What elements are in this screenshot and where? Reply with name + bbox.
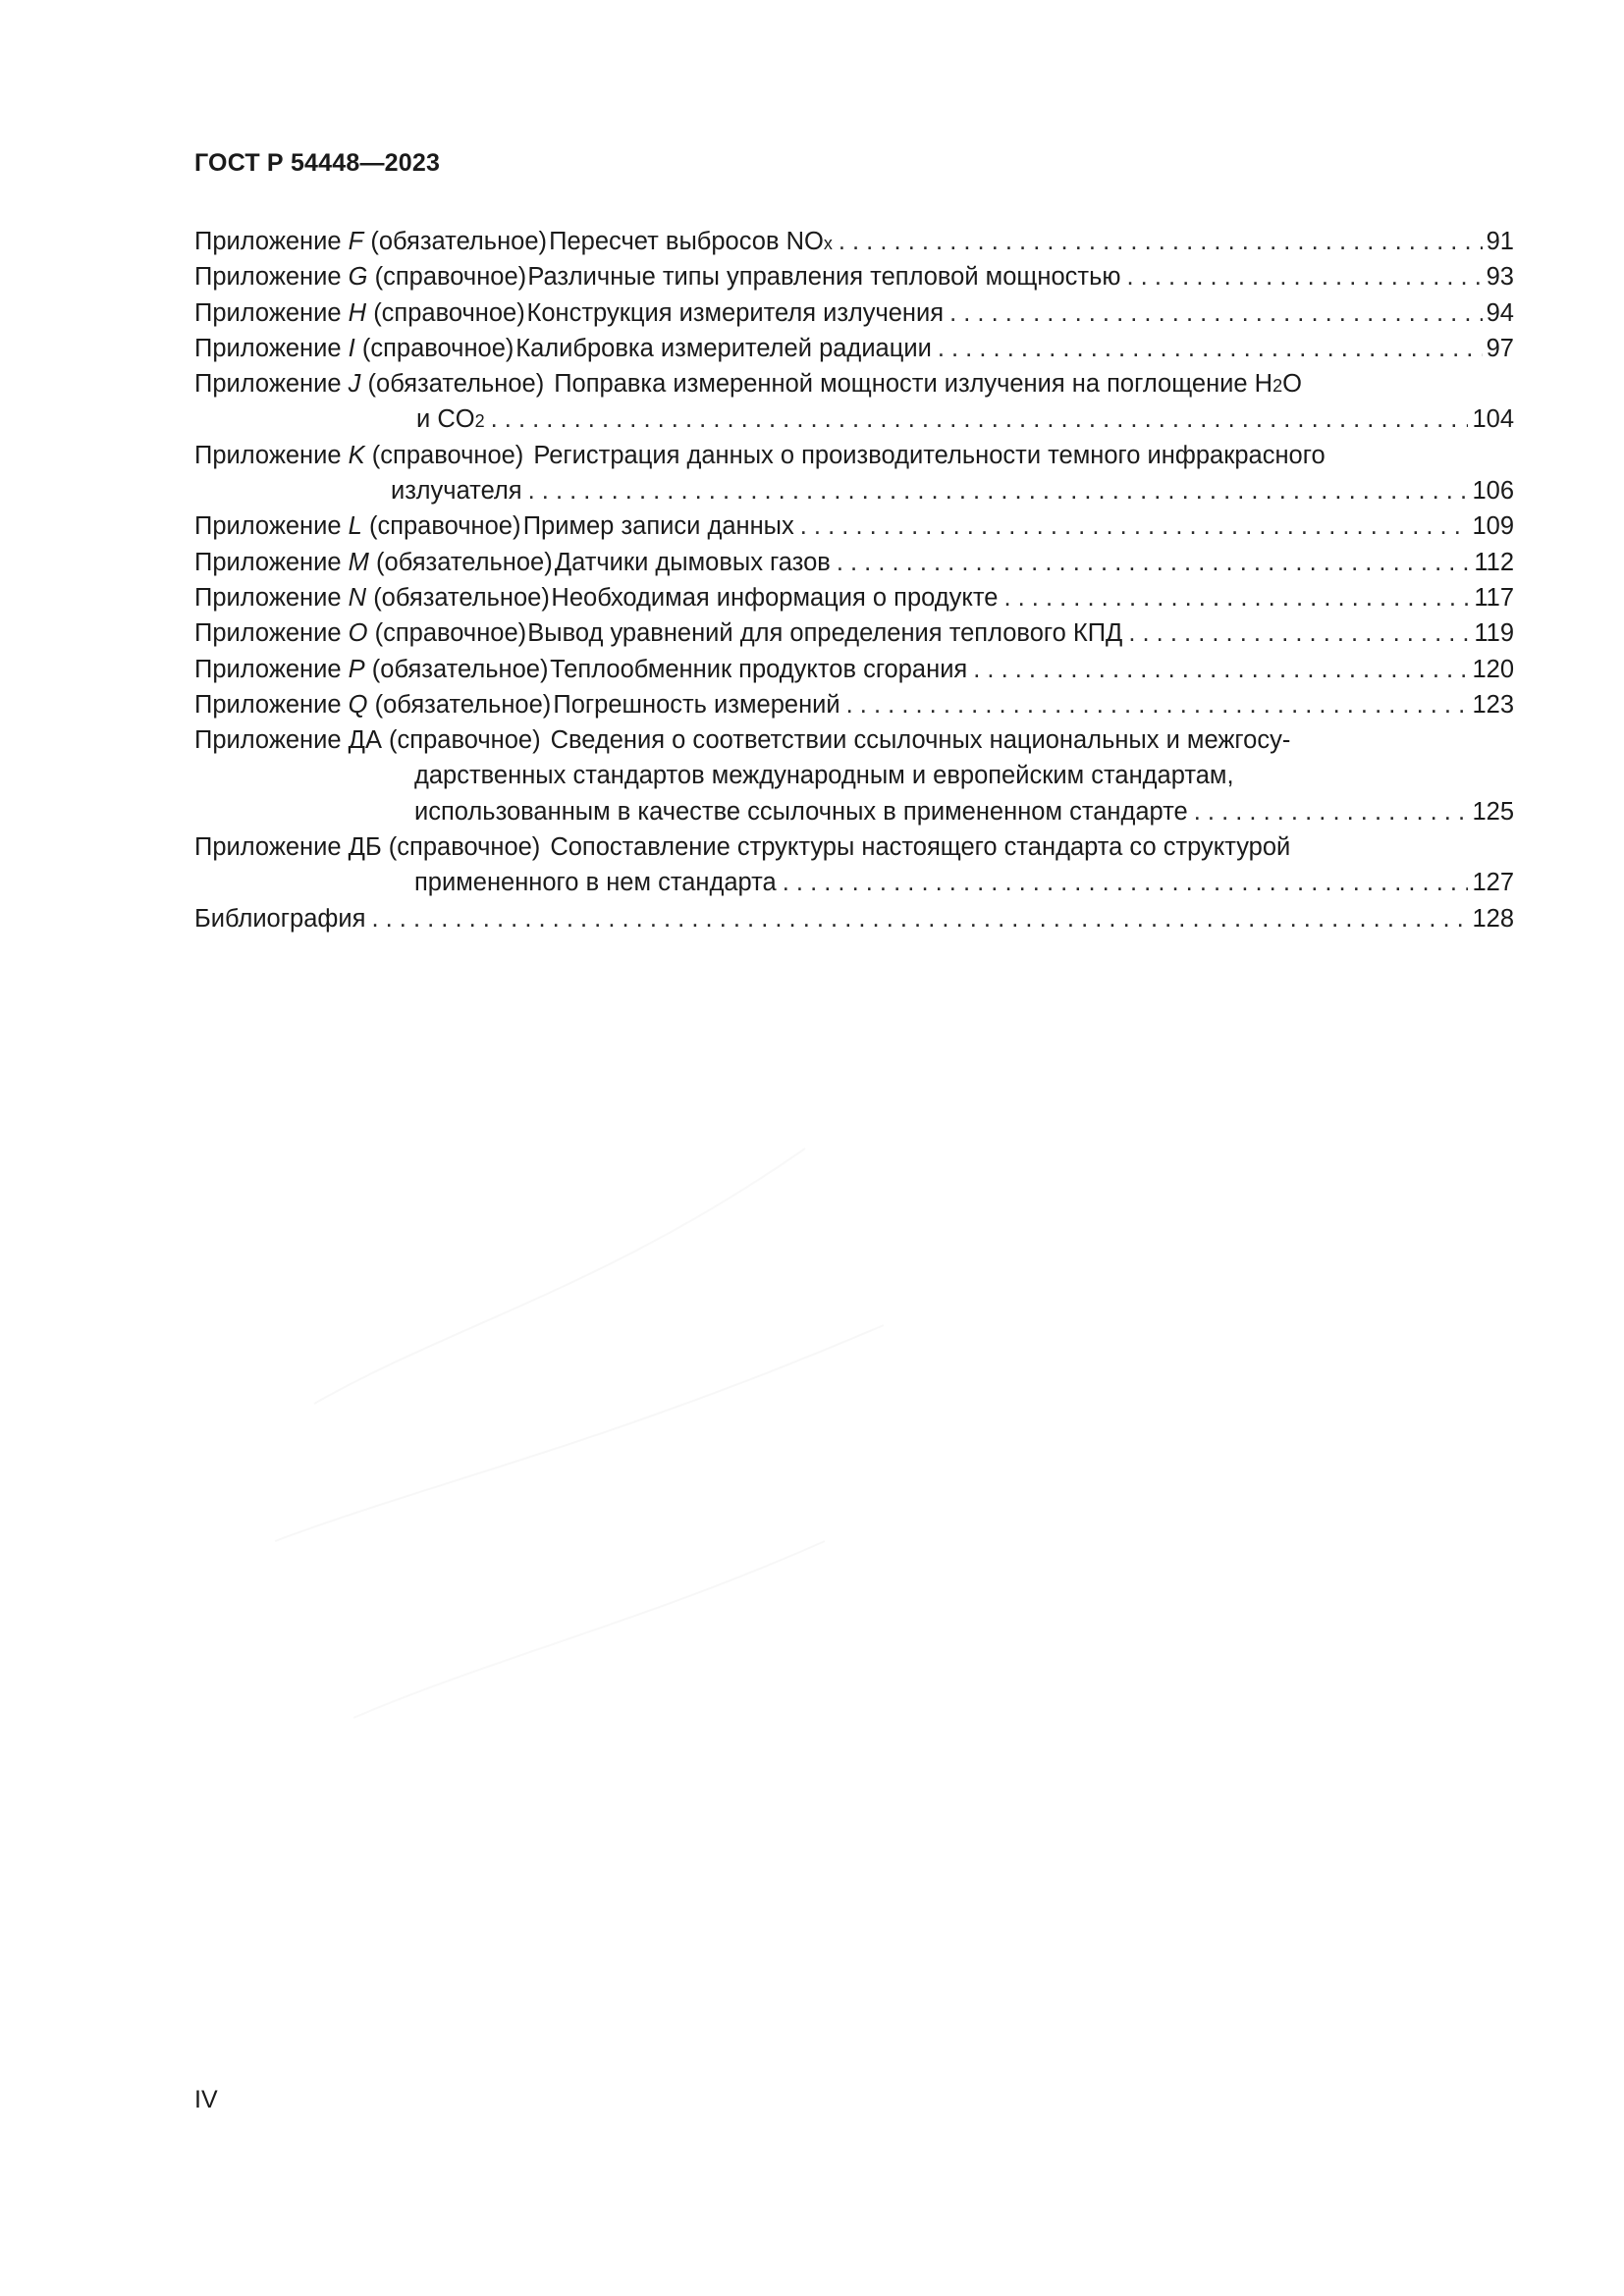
annex-title-line1: Регистрация данных о производительности темного инфракрасного [533,441,1326,469]
dot-leader [800,508,1469,544]
scan-artifact [196,1031,1080,1914]
annex-title: Различные типы управления тепловой мощностью [527,263,1121,292]
annex-letter: K [348,441,365,469]
toc-page-number: 91 [1486,228,1514,255]
toc-entry-annex-o[interactable] [194,615,1514,651]
toc-page-number: 117 [1474,583,1514,612]
annex-letter: ДБ [348,833,382,862]
annex-title-line2: примененного в нем стандарта [414,869,777,897]
annex-title-tail: O [1282,370,1302,399]
bibliography-label: Библиография [194,904,366,933]
dot-leader [491,401,1469,437]
toc-entry-annex-db[interactable] [194,829,1514,901]
annex-letter: J [348,370,361,399]
dot-leader [1194,794,1469,829]
annex-word: Приложение [194,833,342,862]
annex-word: Приложение [194,726,342,755]
toc-entry-annex-f[interactable]: Приложение F (обязательное) Пересчет выбросов NO x . . . 91 [194,224,1514,259]
dot-leader [837,545,1471,580]
annex-letter: F [348,228,364,255]
annex-word: Приложение [194,655,342,683]
annex-title: Вывод уравнений для определения теплового КПД [527,619,1123,648]
annex-type: (справочное) [361,334,514,362]
annex-type: (обязательное) [374,690,552,719]
toc-page-number: 97 [1486,334,1514,362]
dot-leader [1128,615,1470,651]
toc-entry-annex-k[interactable] [194,438,1514,509]
dot-leader [949,295,1483,331]
toc-page-number: 120 [1472,655,1514,683]
dot-leader [846,687,1469,722]
toc-entry-annex-l[interactable] [194,508,1514,544]
annex-title-line1: Поправка измеренной мощности излучения на поглощение H [554,370,1273,399]
annex-letter: O [348,619,368,648]
toc-entry-annex-j[interactable]: Приложение J (обязательное) Поправка измеренной мощности излучения на поглощение H 2 O и CO 2 . . . 104 [194,366,1514,438]
annex-word: Приложение [194,228,342,255]
annex-type: (справочное) [389,726,541,755]
annex-title-line2: дарственных стандартов международным и европейским стандартам, [414,762,1234,790]
toc-entry-annex-q[interactable] [194,687,1514,722]
annex-type: (обязательное) [367,370,545,399]
toc-page-number: 93 [1486,263,1514,292]
toc-entry-annex-m[interactable] [194,545,1514,580]
annex-word: Приложение [194,370,342,399]
toc-entry-annex-g[interactable] [194,259,1514,294]
annex-word: Приложение [194,441,342,469]
annex-word: Приложение [194,298,342,327]
annex-type: (справочное) [368,512,521,541]
dot-leader [973,652,1468,687]
annex-word: Приложение [194,548,342,576]
annex-title: Необходимая информация о продукте [551,583,999,612]
toc-page-number: 128 [1472,904,1514,933]
annex-word: Приложение [194,512,342,541]
annex-letter: H [348,298,367,327]
annex-title: Погрешность измерений [553,690,840,719]
toc-entry-annex-da[interactable] [194,722,1514,829]
annex-letter: Q [348,690,368,719]
dot-leader [839,224,1483,259]
document-header: ГОСТ Р 54448—2023 [194,149,441,177]
annex-word: Приложение [194,334,342,362]
annex-type: (справочное) [388,833,541,862]
annex-type: (обязательное) [373,583,550,612]
annex-type: (справочное) [374,619,527,648]
dot-leader [528,473,1469,508]
toc-entry-annex-p[interactable] [194,652,1514,687]
annex-letter: M [348,548,369,576]
annex-title-line1: Сведения о соответствии ссылочных национальных и межгосу- [550,726,1291,755]
annex-title: Конструкция измерителя излучения [526,298,945,327]
toc-page-number: 106 [1472,477,1514,506]
annex-title: Пересчет выбросов NO [549,228,824,255]
annex-title: Калибровка измерителей радиации [515,334,932,362]
annex-word: Приложение [194,263,342,292]
toc-page-number: 119 [1474,619,1514,648]
annex-title-line3: использованным в качестве ссылочных в примененном стандарте [414,797,1188,826]
dot-leader [938,331,1483,366]
annex-title-line2: и CO [416,405,475,434]
toc-page-number: 123 [1472,690,1514,719]
toc-page-number: 94 [1486,298,1514,327]
annex-title: Пример записи данных [522,512,794,541]
page-number: IV [194,2086,218,2113]
annex-word: Приложение [194,583,342,612]
annex-letter: ДА [348,726,382,755]
toc-page-number: 104 [1472,405,1514,434]
annex-letter: N [348,583,367,612]
toc-entry-annex-h[interactable] [194,295,1514,331]
dot-leader [1003,580,1470,615]
annex-type: (справочное) [371,441,524,469]
toc-page-number: 109 [1472,512,1514,541]
annex-title: Датчики дымовых газов [554,548,831,576]
annex-letter: P [348,655,365,683]
annex-word: Приложение [194,619,342,648]
toc-page-number: 127 [1472,869,1514,897]
annex-type: (обязательное) [371,655,549,683]
dot-leader [1126,259,1482,294]
annex-title-line1: Сопоставление структуры настоящего стандарта со структурой [550,833,1291,862]
annex-title-line2: излучателя [391,477,522,506]
table-of-contents [194,224,1514,936]
dot-leader [371,901,1468,936]
annex-letter: I [348,334,355,362]
toc-page-number: 112 [1474,548,1514,576]
annex-type: (справочное) [374,263,527,292]
annex-letter: L [348,512,362,541]
dot-leader [783,865,1469,900]
toc-entry-annex-i[interactable] [194,331,1514,366]
annex-type: (обязательное) [376,548,553,576]
annex-type: (справочное) [373,298,525,327]
annex-word: Приложение [194,690,342,719]
annex-type: (обязательное) [370,228,548,255]
toc-entry-bibliography[interactable] [194,901,1514,936]
toc-entry-annex-n[interactable] [194,580,1514,615]
toc-page-number: 125 [1472,797,1514,826]
annex-title: Теплообменник продуктов сгорания [550,655,968,683]
annex-letter: G [348,263,368,292]
